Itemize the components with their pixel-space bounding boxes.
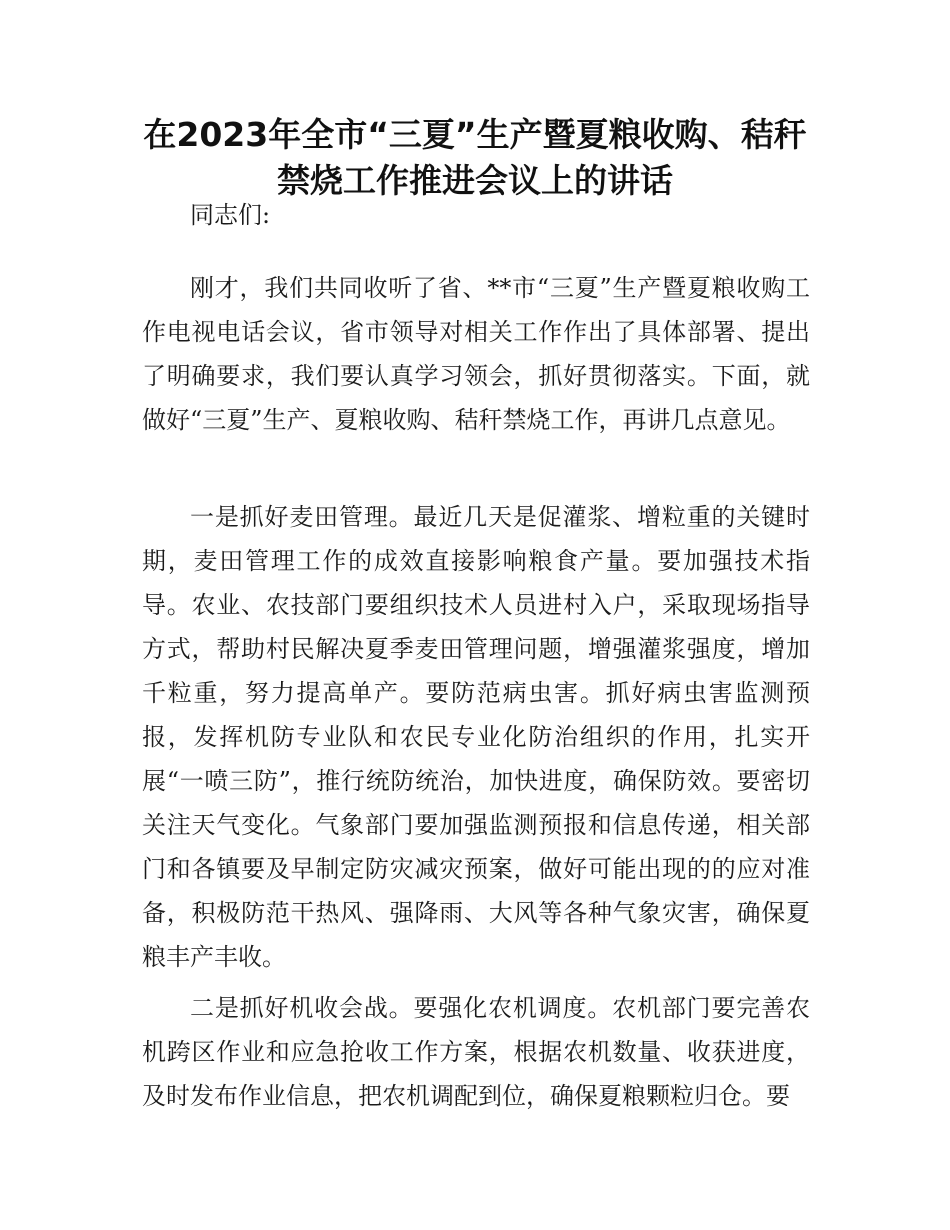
- document-title-line-2: 禁烧工作推进会议上的讲话: [277, 161, 673, 200]
- document-title-line-1: 在2023年全市“三夏”生产暨夏粮收购、秸秆: [143, 115, 807, 154]
- salutation: 同志们:: [190, 201, 271, 229]
- paragraph-machine-harvest: 二是抓好机收会战。要强化农机调度。农机部门要完善农机跨区作业和应急抢收工作方案，根据农机数量、收获进度，及时发布作业信息，把农机调配到位，确保夏粮颗粒归仓。要: [142, 994, 810, 1110]
- paragraph-opening: 刚才，我们共同收听了省、**市“三夏”生产暨夏粮收购工作电视电话会议，省市领导对相关工作作出了具体部署、提出了明确要求，我们要认真学习领会，抓好贯彻落实。下面，就做好“三夏”生产、夏粮收购、秸秆禁烧工作，再讲几点意见。: [142, 274, 810, 434]
- paragraph-wheat-field-management: 一是抓好麦田管理。最近几天是促灌浆、增粒重的关键时期，麦田管理工作的成效直接影响粮食产量。要加强技术指导。农业、农技部门要组织技术人员进村入户，采取现场指导方式，帮助村民解决夏季麦田管理问题，增强灌浆强度，增加千粒重，努力提高单产。要防范病虫害。抓好病虫害监测预报，发挥机防专业队和农民专业化防治组织的作用，扎实开展“一喷三防”，推行统防统治，加快进度，确保防效。要密切关注天气变化。气象部门要加强监测预报和信息传递，相关部门和各镇要及早制定防灾减灾预案，做好可能出现的的应对准备，积极防范干热风、强降雨、大风等各种气象灾害，确保夏粮丰产丰收。: [142, 503, 810, 971]
